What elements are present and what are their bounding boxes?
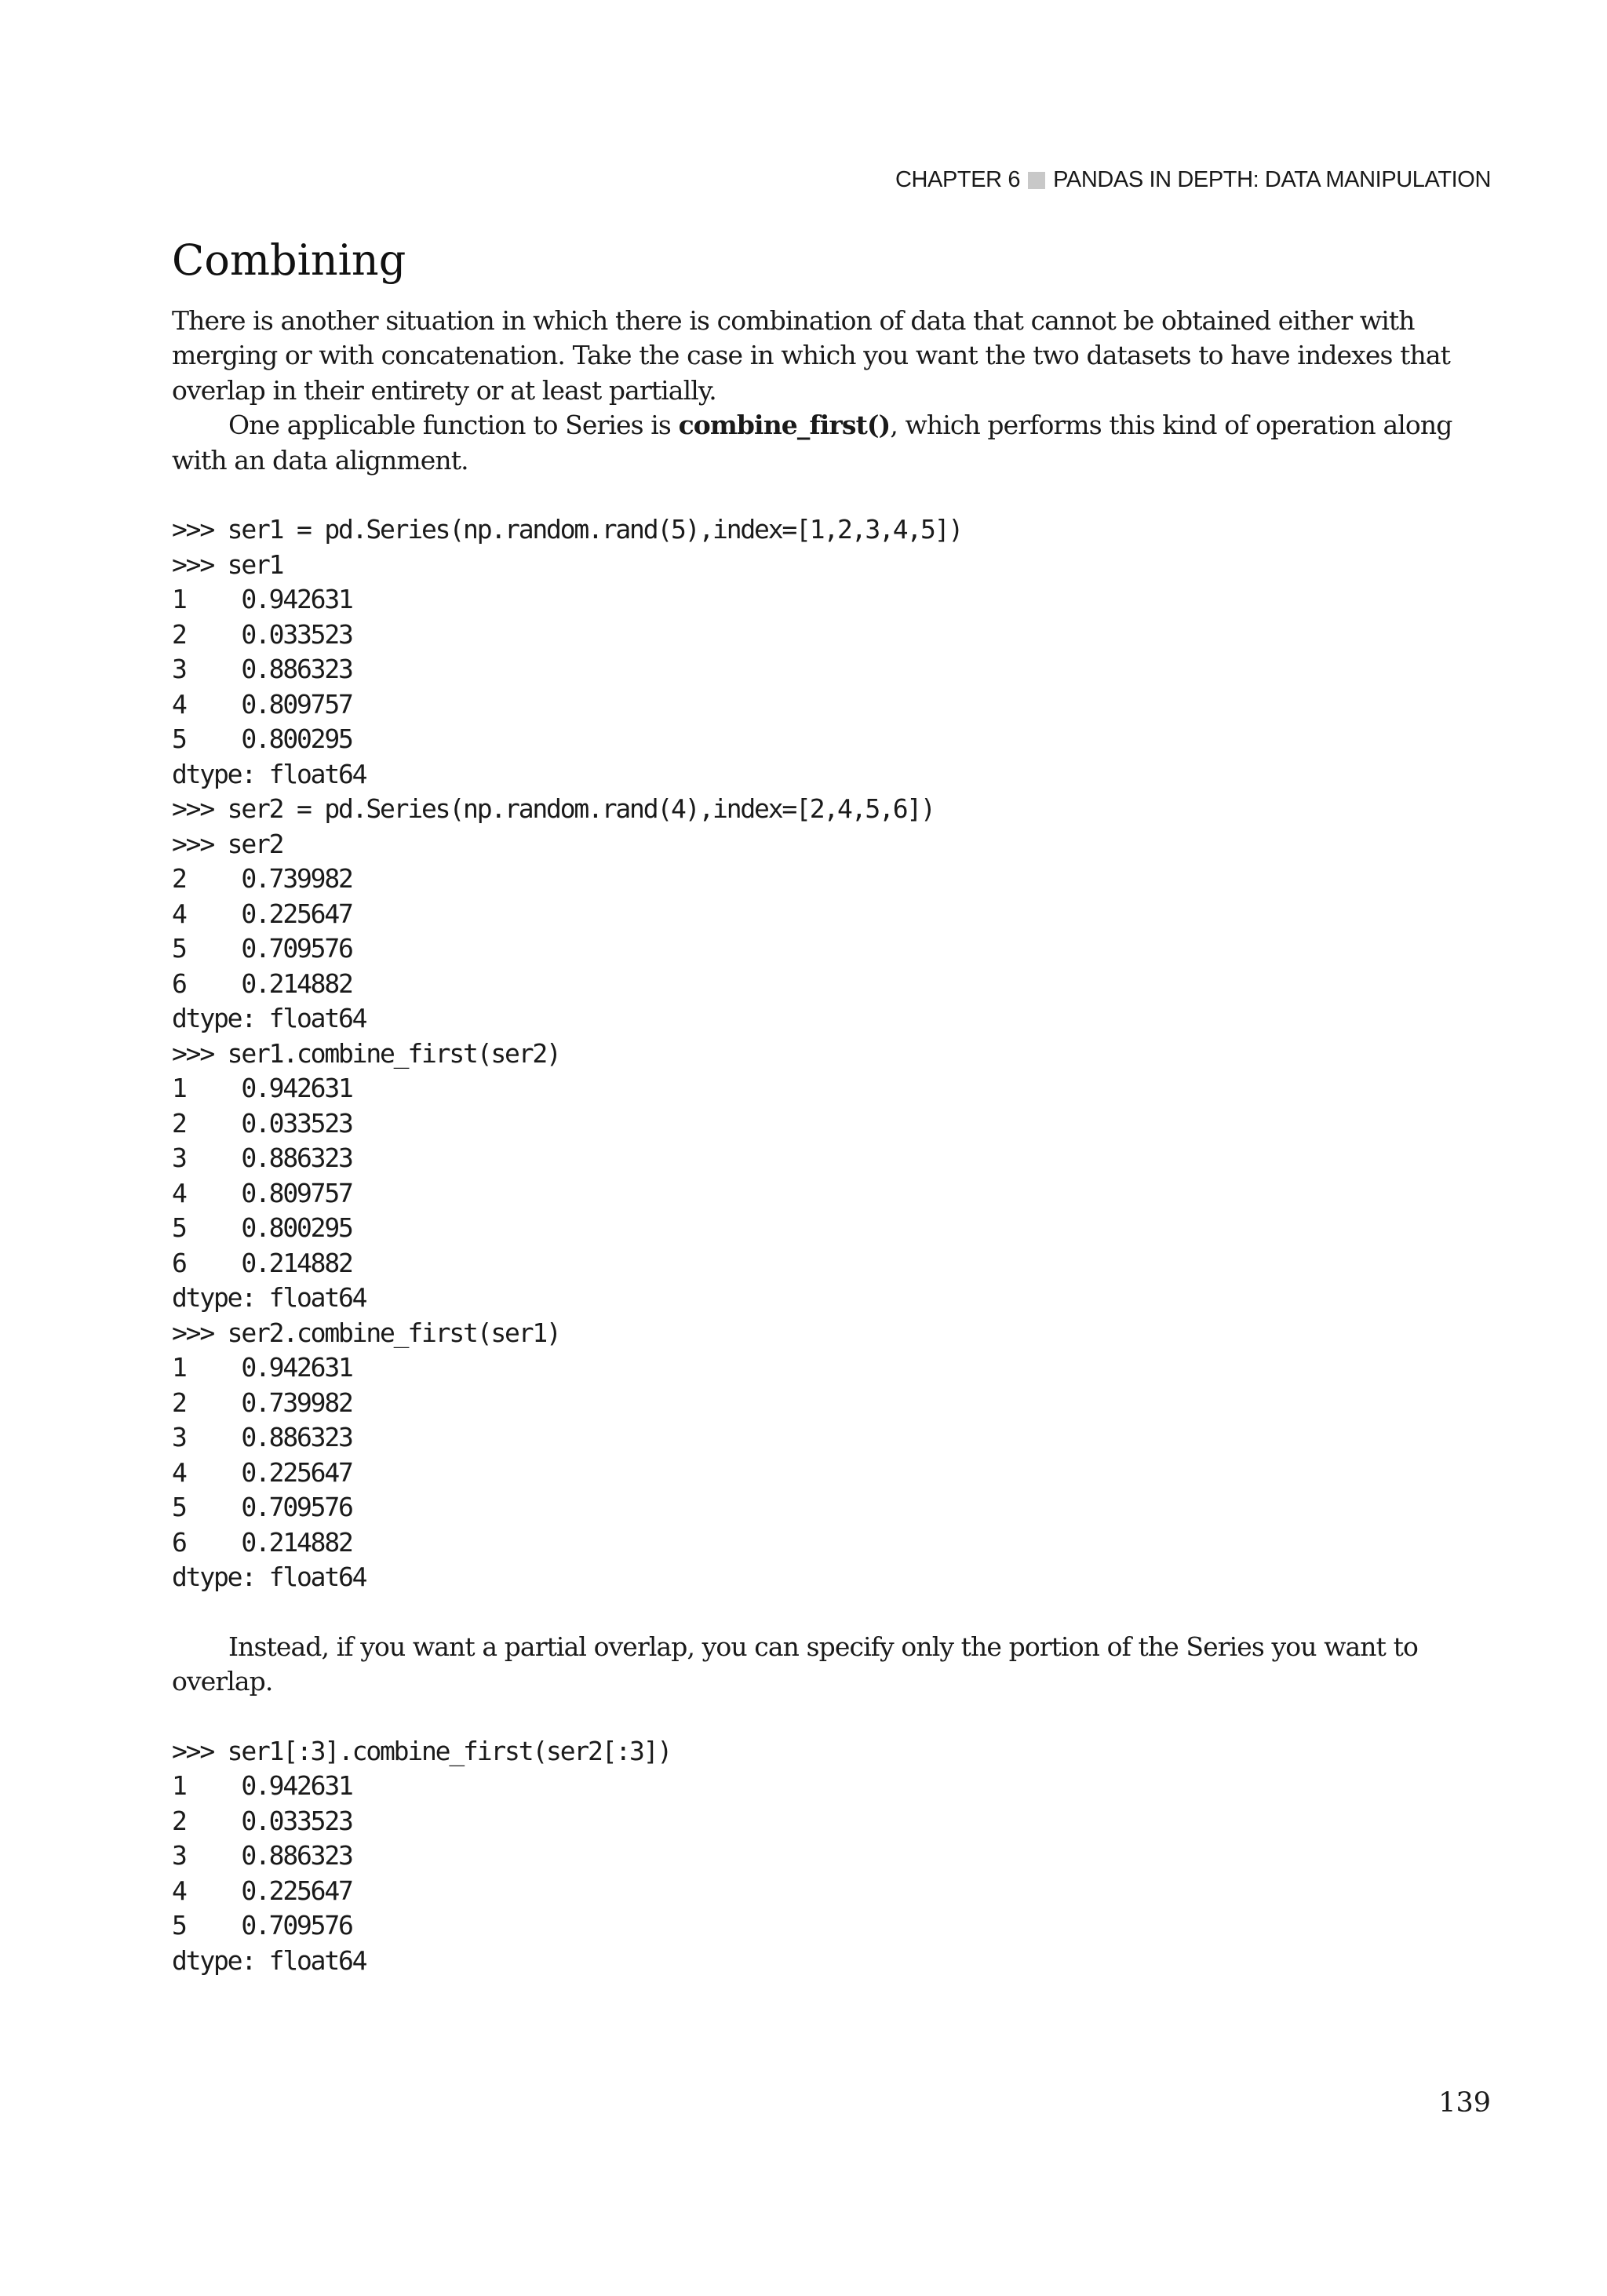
section-title: Combining <box>172 235 406 285</box>
running-header <box>895 167 1491 193</box>
function-name: combine_first() <box>678 410 891 441</box>
paragraph-text-after: , which performs this kind of operation along with an data alignment. <box>172 410 1452 476</box>
page-content <box>172 235 1491 1978</box>
combine-first-paragraph <box>172 408 1491 478</box>
intro-paragraph: There is another situation in which there is combination of data that cannot be obtained either with merging or with concatenation. Take the case in which you want the two datasets to have indexes that overlap in their entirety or at least partially. <box>172 304 1450 406</box>
chapter-label: CHAPTER 6 <box>895 167 1021 192</box>
chapter-title: PANDAS IN DEPTH: DATA MANIPULATION <box>1053 167 1491 192</box>
code-block-combine-first: >>> ser1 = pd.Series(np.random.rand(5),index=[1,2,3,4,5]) >>> ser1 1 0.942631 2 0.033523 3 0.886323 4 0.809757 5 0.800295 dtype: float64 >>> ser2 = pd.Series(np.random.rand(4),index=[2,4,5,6]) >>> ser2 2 0.739982 4 0.225647 5 0.709576 6 0.214882 dtype: float64 >>> ser1.combine_first(ser2) 1 0.942631 2 0.033523 3 0.886323 4 0.809757 5 0.800295 6 0.214882 dtype: float64 >>> ser2.combine_first(ser1) 1 0.942631 2 0.739982 3 0.886323 4 0.225647 5 0.709576 6 0.214882 dtype: float64 <box>172 514 963 1593</box>
paragraph-text-before: One applicable function to Series is <box>228 410 679 441</box>
page-number: 139 <box>1438 2087 1491 2119</box>
partial-overlap-paragraph: Instead, if you want a partial overlap, you can specify only the portion of the Series you want to overlap. <box>172 1631 1418 1697</box>
code-block-partial-overlap: >>> ser1[:3].combine_first(ser2[:3]) 1 0.942631 2 0.033523 3 0.886323 4 0.225647 5 0.709576 dtype: float64 <box>172 1735 672 1976</box>
header-separator-square <box>1028 172 1045 189</box>
